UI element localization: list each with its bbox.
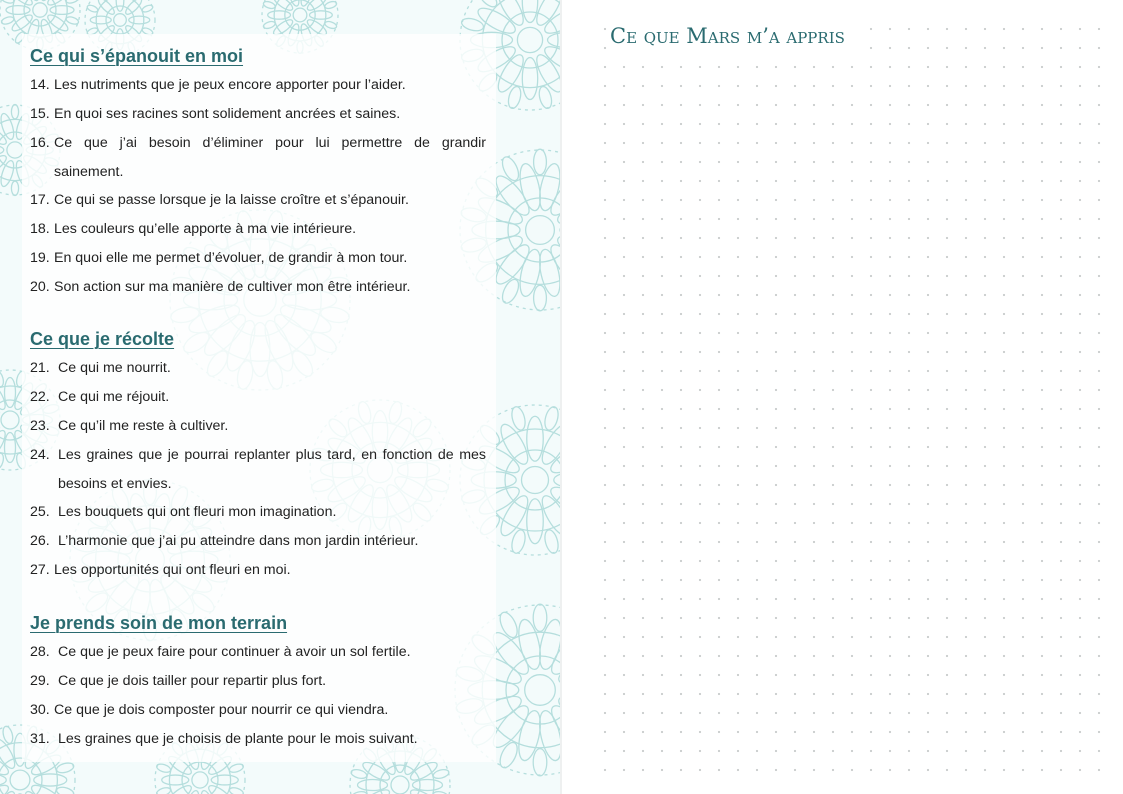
item-text: L’harmonie que j’ai pu atteindre dans mon jardin intérieur.: [58, 533, 419, 549]
section-title: Ce qui s’épanouit en moi: [30, 46, 244, 66]
list-item: [30, 556, 486, 585]
item-text: Ce que je dois composter pour nourrir ce qui viendra.: [54, 702, 389, 718]
list-item: [30, 383, 486, 412]
list-item: [30, 354, 486, 383]
item-text: Les couleurs qu’elle apporte à ma vie intérieure.: [54, 221, 357, 237]
item-number: 31.: [30, 731, 50, 747]
item-number: 23.: [30, 418, 50, 434]
list-item: [30, 696, 486, 725]
item-number: 18.: [30, 221, 50, 237]
item-number: 14.: [30, 77, 50, 93]
item-text: Son action sur ma manière de cultiver mon être intérieur.: [54, 279, 411, 295]
item-number: 28.: [30, 644, 50, 660]
list-item: [30, 215, 486, 244]
list-item: [30, 638, 486, 667]
section-terrain: [30, 611, 486, 754]
item-number: 26.: [30, 533, 50, 549]
item-number: 19.: [30, 250, 50, 266]
dot-grid: [562, 0, 1123, 794]
list-item: [30, 273, 486, 302]
list-item: [30, 412, 486, 441]
list-item: [30, 100, 486, 129]
item-text: En quoi ses racines sont solidement ancrées et saines.: [54, 106, 401, 122]
item-number: 16.: [30, 135, 50, 151]
list-item: [30, 71, 486, 100]
item-text: Ce qui me nourrit.: [58, 360, 171, 376]
item-text: En quoi elle me permet d’évoluer, de grandir à mon tour.: [54, 250, 408, 266]
list-item: [30, 498, 486, 527]
item-text: Ce qui me réjouit.: [58, 389, 170, 405]
item-text: Les graines que je pourrai replanter plus tard, en fonction de mes besoins et envies.: [58, 447, 486, 492]
item-text: Ce que j’ai besoin d’éliminer pour lui permettre de grandir sainement.: [54, 135, 486, 180]
item-number: 25.: [30, 504, 50, 520]
item-text: Les bouquets qui ont fleuri mon imagination.: [58, 504, 337, 520]
item-number: 29.: [30, 673, 50, 689]
item-number: 22.: [30, 389, 50, 405]
list-item: [30, 129, 486, 186]
list-item: [30, 527, 486, 556]
list-item: [30, 441, 486, 498]
right-page: [562, 0, 1123, 794]
page-title: Ce que Mars m’a appris: [610, 19, 855, 53]
item-text: Ce que je dois tailler pour repartir plus fort.: [58, 673, 327, 689]
item-number: 27.: [30, 562, 50, 578]
item-text: Les graines que je choisis de plante pour le mois suivant.: [58, 731, 418, 747]
list-item: [30, 186, 486, 215]
item-text: Ce qu’il me reste à cultiver.: [58, 418, 229, 434]
left-page: [0, 0, 560, 794]
section-title: Je prends soin de mon terrain: [30, 613, 288, 633]
item-text: Les nutriments que je peux encore apporter pour l’aider.: [54, 77, 406, 93]
list-item: [30, 667, 486, 696]
item-text: Les opportunités qui ont fleuri en moi.: [54, 562, 291, 578]
item-text: Ce que je peux faire pour continuer à avoir un sol fertile.: [58, 644, 411, 660]
section-epanouit: [30, 44, 486, 302]
item-number: 17.: [30, 192, 50, 208]
item-number: 21.: [30, 360, 50, 376]
list-item: [30, 725, 486, 754]
section-recolte: [30, 327, 486, 585]
list-item: [30, 244, 486, 273]
item-text: Ce qui se passe lorsque je la laisse croître et s’épanouir.: [54, 192, 409, 208]
item-number: 24.: [30, 447, 50, 463]
section-title: Ce que je récolte: [30, 329, 175, 349]
item-number: 20.: [30, 279, 50, 295]
item-number: 15.: [30, 106, 50, 122]
item-number: 30.: [30, 702, 50, 718]
